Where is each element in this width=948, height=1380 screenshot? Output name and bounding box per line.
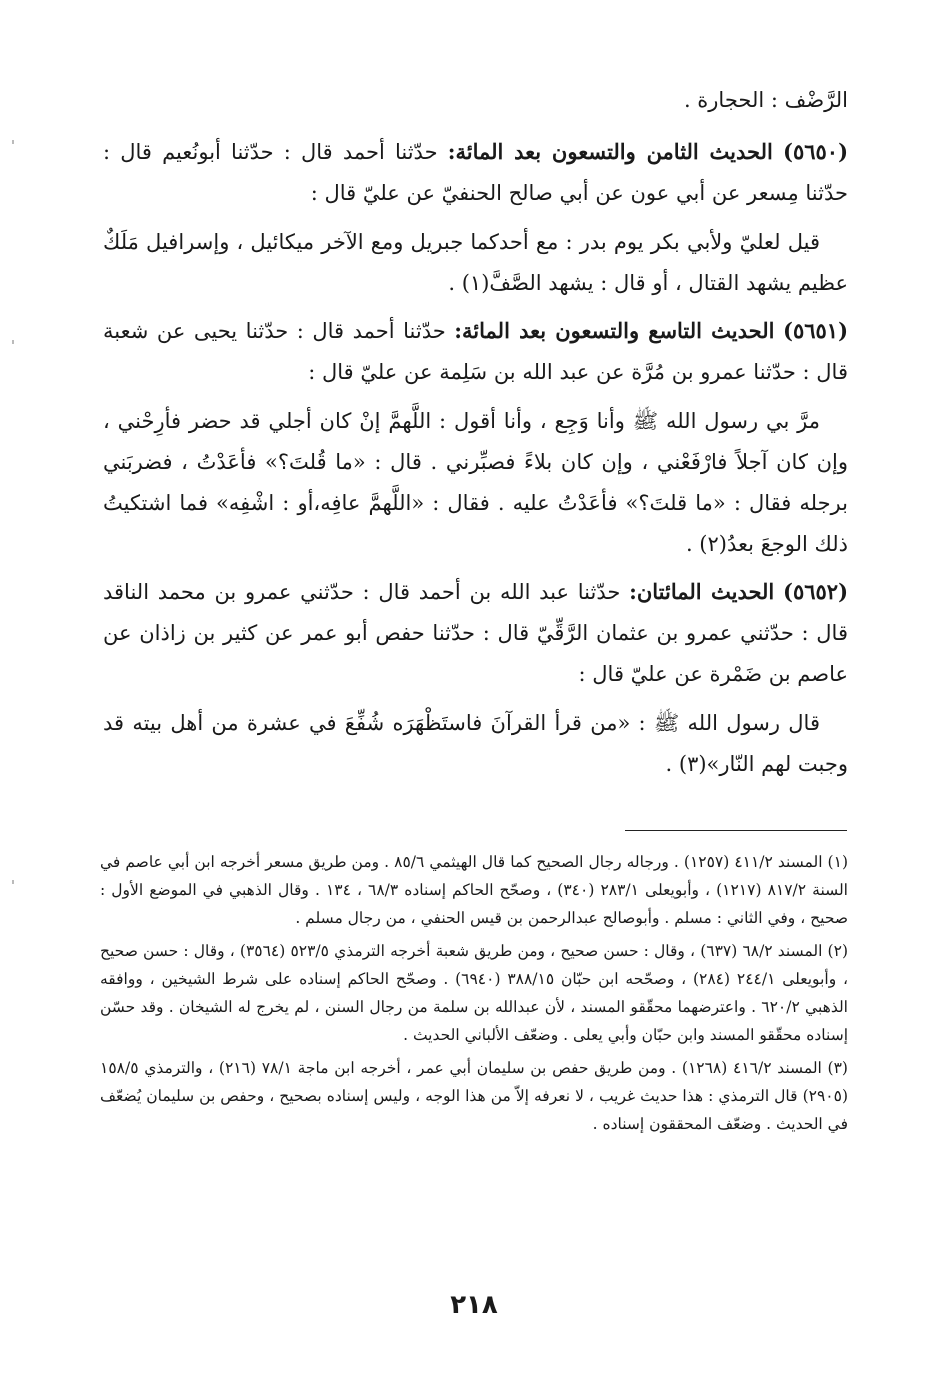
hadith-chain: حدّثنا أحمد قال : حدّثنا يحيى عن شعبة قال : حدّثنا عمرو بن مُرَّة عن عبد الله بن سَلِمة عن عليّ قال : xyxy=(103,319,848,384)
margin-mark xyxy=(12,340,14,344)
page-number: ٢١٨ xyxy=(450,1290,498,1320)
main-text xyxy=(103,80,848,785)
hadith-5651-text: مرَّ بي رسول الله ﷺ وأنا وَجِع ، وأنا أقول : اللَّهمَّ إنْ كان أجلي قد حضر فأرِحْني ، وإن كان آجلاً فارْفَعْني ، وإن كان بلاءً فصبِّرني . قال : «ما قُلتَ؟» فأعَدْتُ ، فضربَني برجله فقال : «ما قلتَ؟» فأعَدْتُ عليه . فقال : «اللَّهمَّ عافِه،أو : اشْفِه» فما اشتكيتُ ذلك الوجعَ بعدُ(٢) . xyxy=(103,409,848,556)
footnote-3: (٣) المسند ٤١٦/٢ (١٢٦٨) . ومن طريق حفص بن سليمان أبي عمر ، أخرجه ابن ماجة ٧٨/١ (٢١٦) ، والترمذي ١٥٨/٥ (٢٩٠٥) قال الترمذي : هذا حديث غريب ، لا نعرفه إلاّ من هذا الوجه ، وليس إسناده بصحيح ، وحفص بن سليمان يُضعّف في الحديث . وضعّف المحققون إسناده . xyxy=(100,1059,848,1133)
hadith-chain: حدّثنا أحمد قال : حدّثنا أبونُعيم قال : حدّثنا مِسعر عن أبي عون عن أبي صالح الحنفيّ عن عليّ قال : xyxy=(103,140,848,205)
margin-mark xyxy=(12,140,14,144)
hadith-number: (٥٦٥١) xyxy=(783,318,848,343)
hadith-5650-header xyxy=(103,131,848,214)
hadith-5651-header xyxy=(103,310,848,393)
hadith-title: الحديث الثامن والتسعون بعد المائة: xyxy=(447,139,773,164)
footnote-1: (١) المسند ٤١١/٢ (١٢٥٧) . ورجاله رجال الصحيح كما قال الهيثمي ٨٥/٦ . ومن طريق مسعر أخرجه ابن أبي عاصم في السنة ٨١٧/٢ (١٢١٧) ، وأبويعلى ٢٨٣/١ (٣٤٠) ، وصحّح الحاكم إسناده ٦٨/٣ ، ١٣٤ . وقال الذهبي في الموضع الأول : صحيح ، وفي الثاني : مسلم . وأبوصالح عبدالرحمن بن قيس الحنفي ، من رجال مسلم . xyxy=(100,853,848,927)
hadith-5652-header xyxy=(103,571,848,695)
margin-mark xyxy=(12,880,14,884)
footnote-2: (٢) المسند ٦٨/٢ (٦٣٧) ، وقال : حسن صحيح ، ومن طريق شعبة أخرجه الترمذي ٥٢٣/٥ (٣٥٦٤) ، وقال : حسن صحيح ، وأبويعلى ٢٤٤/١ (٢٨٤) ، وصحّحه ابن حبّان ٣٨٨/١٥ (٦٩٤٠) . وصحّح الحاكم إسناده على شرط الشيخين ، ووافقه الذهبي ٦٢٠/٢ . واعترضهما محقّقو المسند ، لأن عبدالله بن سلمة من رجال السنن ، لم يخرج له الشيخان . وقد حسّن إسناده محقّقو المسند وابن حبّان وأبي يعلى . وضعّف الألباني الحديث . xyxy=(100,942,848,1044)
hadith-title: الحديث المائتان: xyxy=(629,579,775,604)
hadith-number: (٥٦٥٠) xyxy=(783,139,848,164)
hadith-chain: حدّثنا عبد الله بن أحمد قال : حدّثني عمرو بن محمد الناقد قال : حدّثني عمرو بن عثمان الرَّقِّيّ قال : حدّثنا حفص أبو عمر عن كثير بن زاذان عن عاصم بن ضَمْرة عن عليّ قال : xyxy=(103,580,848,686)
hadith-number: (٥٦٥٢) xyxy=(783,579,848,604)
hadith-5650-text: قيل لعليّ ولأبي بكر يوم بدر : مع أحدكما جبريل ومع الآخر ميكائيل ، وإسرافيل مَلَكٌ عظيم يشهد القتال ، أو قال : يشهد الصَّفَّ(١) . xyxy=(103,230,848,295)
footnote-separator xyxy=(625,830,847,831)
hadith-title: الحديث التاسع والتسعون بعد المائة: xyxy=(454,318,775,343)
word-definition: الرَّضْف : الحجارة . xyxy=(683,88,848,112)
footnotes xyxy=(100,848,848,1143)
hadith-5652-text: قال رسول الله ﷺ : «من قرأ القرآنَ فاستَظْهَرَه شُفِّعَ في عشرة من أهل بيته قد وجبت لهم النّار»(٣) . xyxy=(103,711,848,776)
